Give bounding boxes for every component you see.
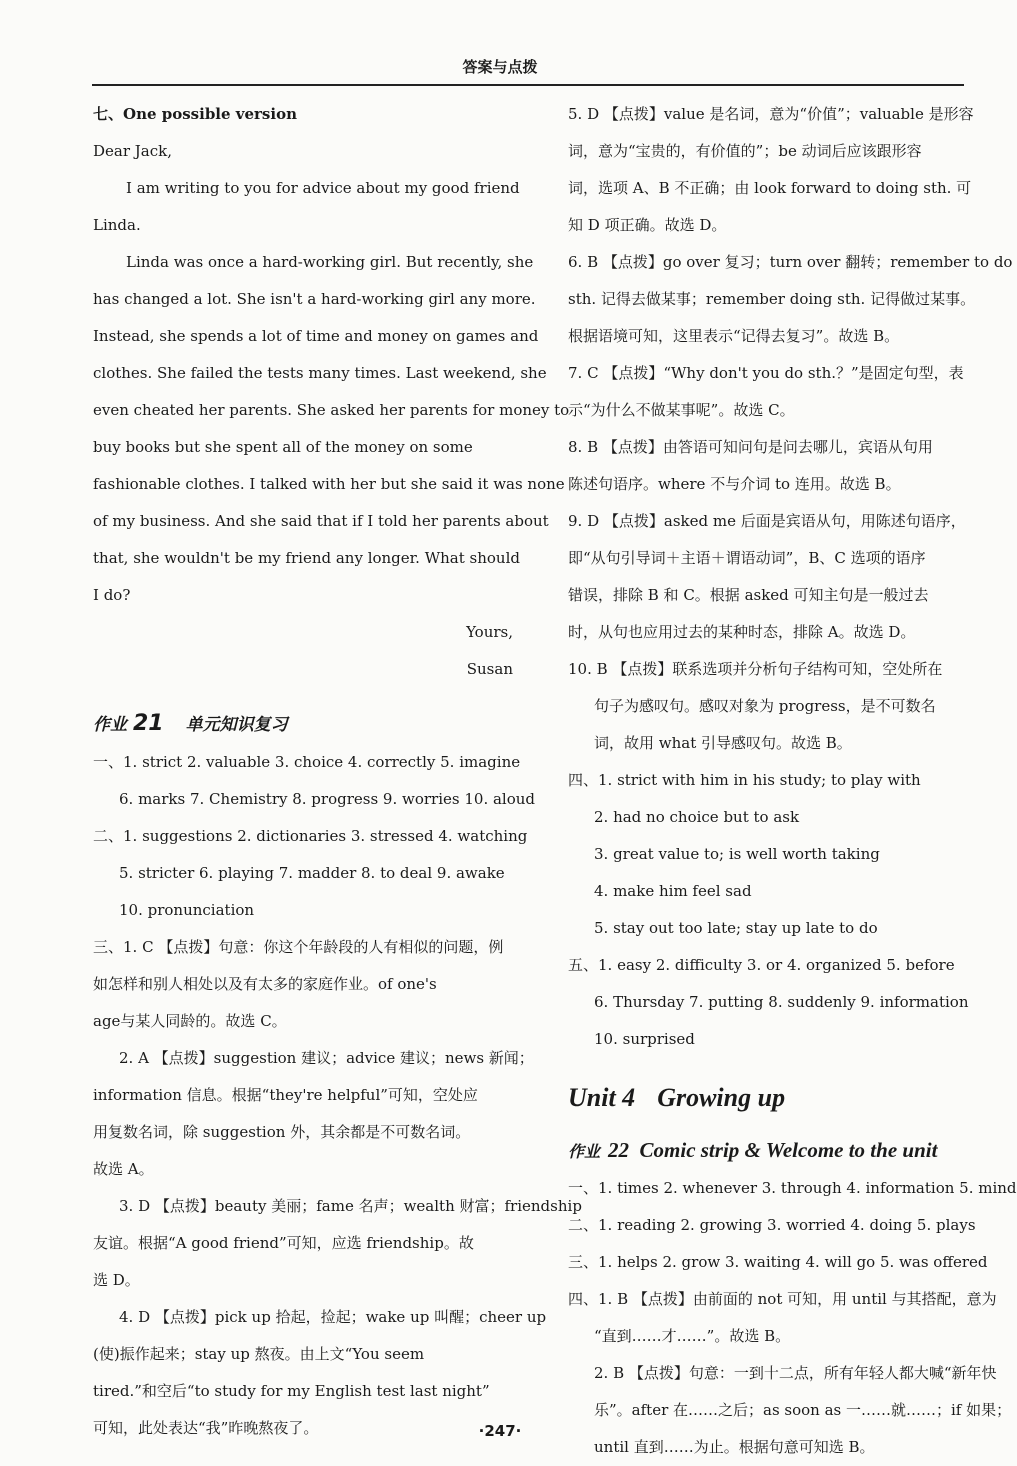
text-line: 9. D 【点拨】asked me 后面是宾语从句，用陈述句语序， — [568, 512, 966, 530]
text-line: 选 D。 — [93, 1271, 140, 1289]
text-line: Susan — [466, 660, 513, 678]
text-line: 5. D 【点拨】value 是名词，意为“价值”；valuable 是形容 — [568, 105, 974, 123]
text-line: 2. A 【点拨】suggestion 建议；advice 建议；news 新闻； — [119, 1049, 534, 1067]
text-line: 6. B 【点拨】go over 复习；turn over 翻转；remember to do — [568, 253, 1013, 271]
text-line: 乐”。after 在……之后；as soon as 一……就……；if 如果； — [594, 1401, 1012, 1419]
text-line: 8. B 【点拨】由答语可知问句是问去哪儿，宾语从句用 — [568, 438, 933, 456]
text-line: 2. B 【点拨】句意：一到十二点，所有年轻人都大喊“新年快 — [594, 1364, 997, 1382]
section-number: 21 — [133, 711, 164, 736]
text-line: tired.”和空后“to study for my English test last night” — [93, 1382, 490, 1400]
text-line: I am writing to you for advice about my good friend — [126, 179, 520, 197]
text-line: 10. B 【点拨】联系选项并分析句子结构可知，空处所在 — [568, 660, 943, 678]
text-line: that, she wouldn't be my friend any longer. What should — [93, 549, 520, 567]
text-line: Instead, she spends a lot of time and money on games and — [93, 327, 539, 345]
text-line: clothes. She failed the tests many times. Last weekend, she — [93, 364, 547, 382]
text-line: 6. Thursday 7. putting 8. suddenly 9. information — [594, 993, 969, 1011]
text-line: “直到……才……”。故选 B。 — [594, 1327, 791, 1345]
text-line: 4. D 【点拨】pick up 拾起，捡起；wake up 叫醒；cheer up — [119, 1308, 547, 1326]
text-line: 错误，排除 B 和 C。根据 asked 可知主句是一般过去 — [568, 586, 929, 604]
text-line: 2. had no choice but to ask — [594, 808, 800, 826]
page-number: ·247· — [478, 1422, 522, 1440]
unit-heading — [568, 1070, 964, 1126]
unit-title: Growing up — [657, 1083, 786, 1112]
text-line: (使)振作起来；stay up 熬夜。由上文“You seem — [93, 1345, 425, 1363]
writing-section-title: 七、One possible version — [93, 105, 297, 123]
unit-number: Unit 4 — [568, 1083, 636, 1112]
text-line: 友谊。根据“A good friend”可知，应选 friendship。故 — [93, 1234, 474, 1252]
section-heading-21 — [93, 704, 513, 744]
text-line: 五、1. easy 2. difficulty 3. or 4. organized 5. before — [568, 956, 955, 974]
text-line: 5. stricter 6. playing 7. madder 8. to deal 9. awake — [119, 864, 505, 882]
text-line: 6. marks 7. Chemistry 8. progress 9. worries 10. aloud — [119, 790, 536, 808]
sample-letter — [93, 133, 570, 688]
text-line: 词，故用 what 引导感叹句。故选 B。 — [594, 734, 852, 752]
text-line: even cheated her parents. She asked her parents for money to — [93, 401, 570, 419]
text-line: 3. great value to; is well worth taking — [594, 845, 880, 863]
text-line: 知 D 项正确。故选 D。 — [568, 216, 727, 234]
text-line: 如怎样和别人相处以及有太多的家庭作业。of one's — [93, 975, 437, 993]
text-line: until 直到……为止。根据句意可知选 B。 — [594, 1438, 875, 1456]
text-line: 示“为什么不做某事呢”。故选 C。 — [568, 401, 795, 419]
text-line: 根据语境可知，这里表示“记得去复习”。故选 B。 — [568, 327, 900, 345]
text-line: 用复数名词，除 suggestion 外，其余都是不可数名词。 — [93, 1123, 471, 1141]
text-line: age与某人同龄的。故选 C。 — [93, 1012, 287, 1030]
section-title: Comic strip & Welcome to the unit — [639, 1138, 938, 1162]
answers-21 — [93, 744, 582, 1447]
text-line: 10. surprised — [594, 1030, 695, 1048]
text-line: I do? — [93, 586, 131, 604]
text-line: 时，从句也应用过去的某种时态，排除 A。故选 D。 — [568, 623, 916, 641]
section-heading-22 — [568, 1130, 964, 1170]
text-line: sth. 记得去做某事；remember doing sth. 记得做过某事。 — [568, 290, 976, 308]
text-line: 句子为感叹句。感叹对象为 progress，是不可数名 — [594, 697, 936, 715]
answers-21-continued — [568, 96, 1013, 1058]
text-line: 故选 A。 — [93, 1160, 154, 1178]
section-number: 22 — [608, 1138, 630, 1162]
section-title: 单元知识复习 — [185, 715, 288, 735]
text-line: Yours, — [466, 623, 513, 641]
section-label: 作业 — [568, 1142, 601, 1161]
text-line: 二、1. suggestions 2. dictionaries 3. stressed 4. watching — [93, 827, 528, 845]
text-line: buy books but she spent all of the money on some — [93, 438, 473, 456]
text-line: Dear Jack, — [93, 142, 172, 160]
text-line: 5. stay out too late; stay up late to do — [594, 919, 878, 937]
text-line: Linda was once a hard-working girl. But recently, she — [126, 253, 534, 271]
left-column — [93, 96, 582, 1447]
page-header: 答案与点拨 — [462, 58, 538, 76]
text-line: 二、1. reading 2. growing 3. worried 4. doing 5. plays — [568, 1216, 976, 1234]
text-line: of my business. And she said that if I told her parents about — [93, 512, 549, 530]
text-line: 三、1. helps 2. grow 3. waiting 4. will go 5. was offered — [568, 1253, 988, 1271]
text-line: 即“从句引导词＋主语＋谓语动词”，B、C 选项的语序 — [568, 549, 926, 567]
text-line: 4. make him feel sad — [594, 882, 752, 900]
text-line: 四、1. strict with him in his study; to play with — [568, 771, 921, 789]
text-line: 一、1. strict 2. valuable 3. choice 4. correctly 5. imagine — [93, 753, 521, 771]
text-line: 10. pronunciation — [119, 901, 255, 919]
text-line: Linda. — [93, 216, 141, 234]
text-line: fashionable clothes. I talked with her but she said it was none — [93, 475, 565, 493]
right-column — [568, 96, 1017, 1466]
text-line: information 信息。根据“they're helpful”可知，空处应 — [93, 1086, 478, 1104]
section-label: 作业 — [93, 715, 127, 735]
text-line: 可知，此处表达“我”昨晚熬夜了。 — [93, 1419, 319, 1437]
text-line: has changed a lot. She isn't a hard-working girl any more. — [93, 290, 536, 308]
text-line: 三、1. C 【点拨】句意：你这个年龄段的人有相似的问题，例 — [93, 938, 504, 956]
text-line: 四、1. B 【点拨】由前面的 not 可知，用 until 与其搭配，意为 — [568, 1290, 997, 1308]
header-rule — [92, 84, 964, 86]
text-line: 一、1. times 2. whenever 3. through 4. information 5. mind — [568, 1179, 1017, 1197]
text-line: 陈述句语序。where 不与介词 to 连用。故选 B。 — [568, 475, 901, 493]
text-line: 7. C 【点拨】“Why don't you do sth.？”是固定句型，表 — [568, 364, 964, 382]
text-line: 词，意为“宝贵的，有价值的”；be 动词后应该跟形容 — [568, 142, 922, 160]
text-line: 词，选项 A、B 不正确；由 look forward to doing sth. 可 — [568, 179, 972, 197]
text-line: 3. D 【点拨】beauty 美丽；fame 名声；wealth 财富；friendship — [119, 1197, 582, 1215]
